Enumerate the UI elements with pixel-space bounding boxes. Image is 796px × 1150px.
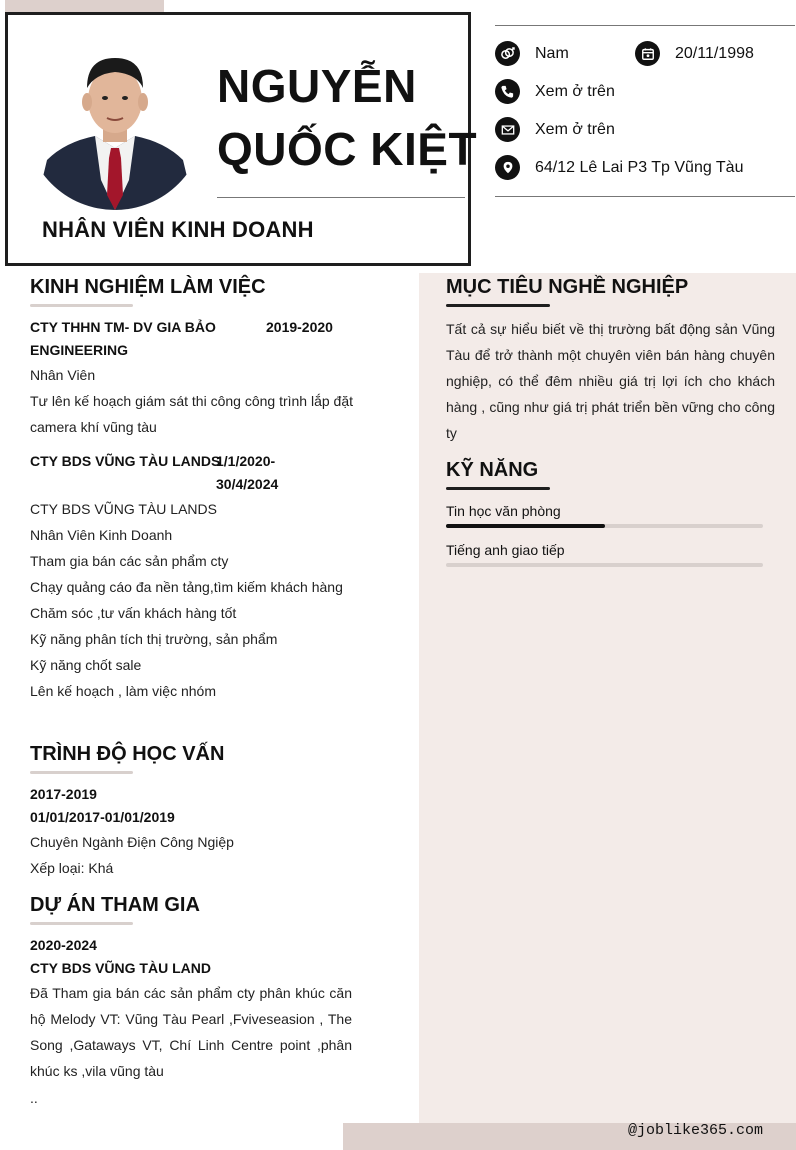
address-value: 64/12 Lê Lai P3 Tp Vũng Tàu	[535, 159, 744, 176]
job-2-line: Kỹ năng chốt sale	[30, 657, 142, 673]
footer-watermark: @joblike365.com	[628, 1122, 764, 1139]
skill-bar-track	[446, 563, 763, 567]
email-icon	[495, 117, 520, 142]
job-2-line: Chăm sóc ,tư vấn khách hàng tốt	[30, 605, 237, 621]
job-2-company: CTY BDS VŨNG TÀU LANDS	[30, 453, 221, 469]
contact-divider-top	[495, 25, 795, 26]
gender-icon	[495, 41, 520, 66]
projects-title-rule	[30, 922, 133, 925]
full-name	[217, 55, 477, 181]
job-1-line: Tư lên kế hoạch giám sát thi công công trình lắp đặt camera khí vũng tàu	[30, 393, 354, 435]
job-1-company: CTY THHN TM- DV GIA BẢO ENGINEERING	[30, 319, 216, 358]
job-2-line: Lên kế hoạch , làm việc nhóm	[30, 683, 216, 699]
phone-value: Xem ở trên	[535, 83, 615, 100]
skills-title: KỸ NĂNG	[446, 459, 539, 481]
objective-title: MỤC TIÊU NGHỀ NGHIỆP	[446, 276, 689, 298]
education-title: TRÌNH ĐỘ HỌC VẤN	[30, 743, 225, 765]
projects-trailing: ..	[30, 1090, 38, 1106]
job-title: NHÂN VIÊN KINH DOANH	[42, 217, 314, 242]
name-line-2: QUỐC KIỆT	[217, 123, 478, 175]
calendar-icon	[635, 41, 660, 66]
name-divider	[217, 197, 465, 198]
name-line-1: NGUYỄN	[217, 60, 417, 112]
job-2-period: 1/1/2020-30/4/2024	[216, 453, 279, 492]
education-title-rule	[30, 771, 133, 774]
skill-bar-fill	[446, 524, 605, 528]
job-1-period: 2019-2020	[266, 319, 333, 335]
objective-title-rule	[446, 304, 550, 307]
job-2-line: Chạy quảng cáo đa nền tảng,tìm kiếm khách hàng	[30, 579, 343, 595]
experience-title: KINH NGHIỆM LÀM VIỆC	[30, 276, 266, 298]
education-years: 2017-2019	[30, 786, 97, 802]
projects-title: DỰ ÁN THAM GIA	[30, 894, 200, 916]
experience-title-rule	[30, 304, 133, 307]
gender-value: Nam	[535, 45, 569, 62]
phone-icon	[495, 79, 520, 104]
projects-years: 2020-2024	[30, 937, 97, 953]
job-2-line: Nhân Viên Kinh Doanh	[30, 527, 173, 543]
education-grade: Xếp loại: Khá	[30, 860, 114, 876]
avatar-photo-illustration	[25, 30, 205, 210]
projects-company: CTY BDS VŨNG TÀU LAND	[30, 960, 211, 976]
education-major: Chuyên Ngành Điện Công Ngiệp	[30, 834, 234, 850]
objective-text: Tất cả sự hiểu biết về thị trường bất động sản Vũng Tàu để trở thành một chuyên viên bán hàng chuyên nghiệp, có thể đêm nhiều giá trị lợi ích cho khách hàng , cũng như giá trị phát triển bền vững cho công ty	[446, 321, 775, 441]
birthday-value: 20/11/1998	[675, 45, 754, 62]
job-1-line: Nhân Viên	[30, 367, 96, 383]
job-2-line: CTY BDS VŨNG TÀU LANDS	[30, 501, 217, 517]
job-2-line: Kỹ năng phân tích thị trường, sản phẩm	[30, 631, 278, 647]
contact-divider-bottom	[495, 196, 795, 197]
location-icon	[495, 155, 520, 180]
email-value: Xem ở trên	[535, 121, 615, 138]
avatar	[25, 30, 205, 210]
skill-label: Tin học văn phòng	[446, 503, 561, 519]
education-dates: 01/01/2017-01/01/2019	[30, 809, 175, 825]
skill-label: Tiếng anh giao tiếp	[446, 542, 565, 558]
skill-bar-track	[446, 524, 763, 528]
projects-description: Đã Tham gia bán các sản phẩm cty phân khúc căn hộ Melody VT: Vũng Tàu Pearl ,Fviveseasion , The Song ,Gataways VT, Chí Linh Centre point ,phân khúc ks ,vila vũng tàu	[30, 985, 352, 1079]
skills-title-rule	[446, 487, 550, 490]
job-2-line: Tham gia bán các sản phẩm cty	[30, 553, 229, 569]
